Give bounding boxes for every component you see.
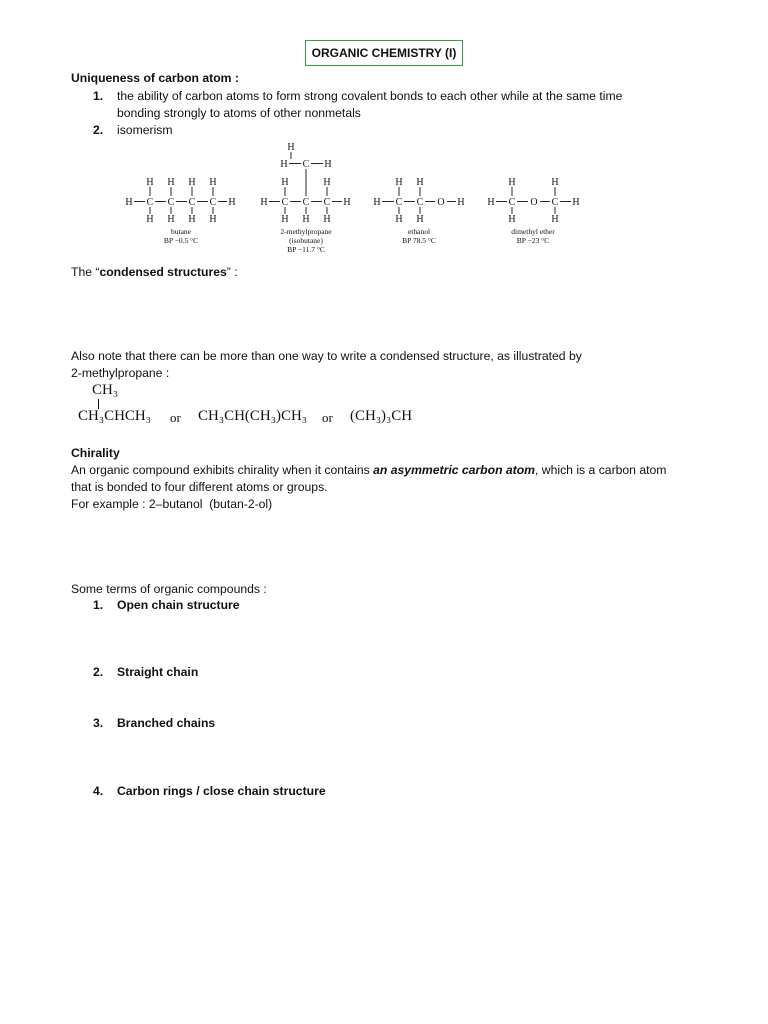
svg-text:H: H (572, 197, 580, 208)
svg-text:H: H (280, 159, 288, 170)
list-number: 2. (93, 123, 104, 137)
svg-text:H: H (551, 214, 559, 225)
svg-text:H: H (167, 214, 175, 225)
formula2: CH₃CH(CH₃)CH₃ (198, 408, 308, 424)
svg-text:O: O (530, 197, 538, 208)
methylpropane-caption: 2-methylpropane (280, 227, 332, 236)
dimethyl-ether-structure (487, 177, 579, 225)
methylpropane-bp: BP −11.7 °C (287, 245, 325, 254)
svg-text:H: H (209, 214, 217, 225)
svg-text:H: H (508, 214, 516, 225)
term-label: Open chain structure (117, 598, 240, 612)
isomer-structures-figure (115, 138, 595, 258)
list-number: 1. (93, 598, 104, 612)
chirality-text: An organic compound exhibits chirality when it contains (71, 463, 374, 477)
svg-text:H: H (188, 177, 196, 188)
ethanol-bp: BP 78.5 °C (402, 236, 436, 245)
condensed-intro-suffix: ” : (226, 265, 238, 279)
svg-text:H: H (395, 177, 403, 188)
svg-text:H: H (323, 177, 331, 188)
svg-text:H: H (416, 177, 424, 188)
condensed-intro-prefix: The “ (71, 265, 100, 279)
term-label: Branched chains (117, 716, 216, 730)
svg-text:C: C (281, 197, 289, 208)
svg-text:C: C (508, 197, 516, 208)
svg-text:C: C (551, 197, 559, 208)
condensed-note-line2: 2-methylpropane : (71, 366, 170, 380)
svg-text:C: C (302, 159, 310, 170)
formula1-branch: CH₃ (92, 382, 119, 398)
list-item-text: the ability of carbon atoms to form strong covalent bonds to each other while at the same time (117, 89, 623, 103)
svg-text:H: H (167, 177, 175, 188)
chirality-line1 (71, 463, 666, 477)
page-title: ORGANIC CHEMISTRY (I) (305, 40, 463, 66)
svg-text:C: C (188, 197, 196, 208)
svg-text:O: O (437, 197, 445, 208)
svg-text:H: H (228, 197, 236, 208)
svg-text:C: C (416, 197, 424, 208)
svg-text:H: H (260, 197, 268, 208)
formula1: CH₃CHCH₃ (78, 408, 151, 424)
svg-text:C: C (395, 197, 403, 208)
svg-text:H: H (287, 142, 295, 153)
list-number: 2. (93, 665, 104, 679)
svg-text:H: H (324, 159, 332, 170)
svg-text:H: H (302, 214, 310, 225)
chirality-line2: that is bonded to four different atoms or groups. (71, 480, 328, 494)
ethanol-structure (373, 177, 464, 225)
condensed-intro (71, 265, 238, 279)
term-label: Carbon rings / close chain structure (117, 784, 326, 798)
uniqueness-heading: Uniqueness of carbon atom : (71, 71, 239, 85)
svg-text:H: H (508, 177, 516, 188)
butane-bp: BP −0.5 °C (163, 236, 199, 245)
svg-text:H: H (188, 214, 196, 225)
list-number: 1. (93, 89, 104, 103)
ethanol-caption: ethanol (407, 227, 431, 236)
methylpropane-alt: (isobutane) (289, 236, 323, 245)
svg-text:H: H (146, 177, 154, 188)
chirality-example: For example : 2–butanol (butan-2-ol) (71, 497, 273, 511)
svg-text:H: H (209, 177, 217, 188)
svg-text:H: H (373, 197, 381, 208)
formula3: (CH₃)₃CH (350, 408, 413, 424)
svg-text:C: C (302, 197, 310, 208)
butane-structure (125, 177, 235, 225)
list-item-text: bonding strongly to atoms of other nonmetals (117, 106, 361, 120)
condensed-note-line1: Also note that there can be more than one way to write a condensed structure, as illustrated by (71, 349, 582, 363)
svg-text:H: H (281, 214, 289, 225)
svg-text:H: H (146, 214, 154, 225)
ether-bp: BP −23 °C (516, 236, 550, 245)
methylpropane-structure (260, 142, 350, 225)
terms-heading: Some terms of organic compounds : (71, 582, 267, 596)
svg-text:H: H (416, 214, 424, 225)
chirality-heading: Chirality (71, 446, 120, 460)
svg-text:H: H (551, 177, 559, 188)
svg-text:H: H (125, 197, 133, 208)
list-item-text: isomerism (117, 123, 173, 137)
svg-text:H: H (343, 197, 351, 208)
list-number: 3. (93, 716, 104, 730)
ether-caption: dimethyl ether (511, 227, 555, 236)
butane-caption: butane (171, 227, 191, 236)
svg-text:H: H (281, 177, 289, 188)
chirality-emphasis: an asymmetric carbon atom (373, 463, 536, 477)
svg-text:H: H (323, 214, 331, 225)
or-label: or (322, 410, 333, 425)
list-number: 4. (93, 784, 104, 798)
svg-text:H: H (395, 214, 403, 225)
condensed-intro-term: condensed structures (99, 265, 227, 279)
term-label: Straight chain (117, 665, 199, 679)
svg-text:C: C (323, 197, 331, 208)
svg-text:H: H (457, 197, 465, 208)
or-label: or (170, 410, 181, 425)
chirality-text: , which is a carbon atom (535, 463, 667, 477)
svg-text:C: C (146, 197, 154, 208)
svg-text:C: C (209, 197, 217, 208)
svg-text:H: H (487, 197, 495, 208)
svg-text:C: C (167, 197, 175, 208)
